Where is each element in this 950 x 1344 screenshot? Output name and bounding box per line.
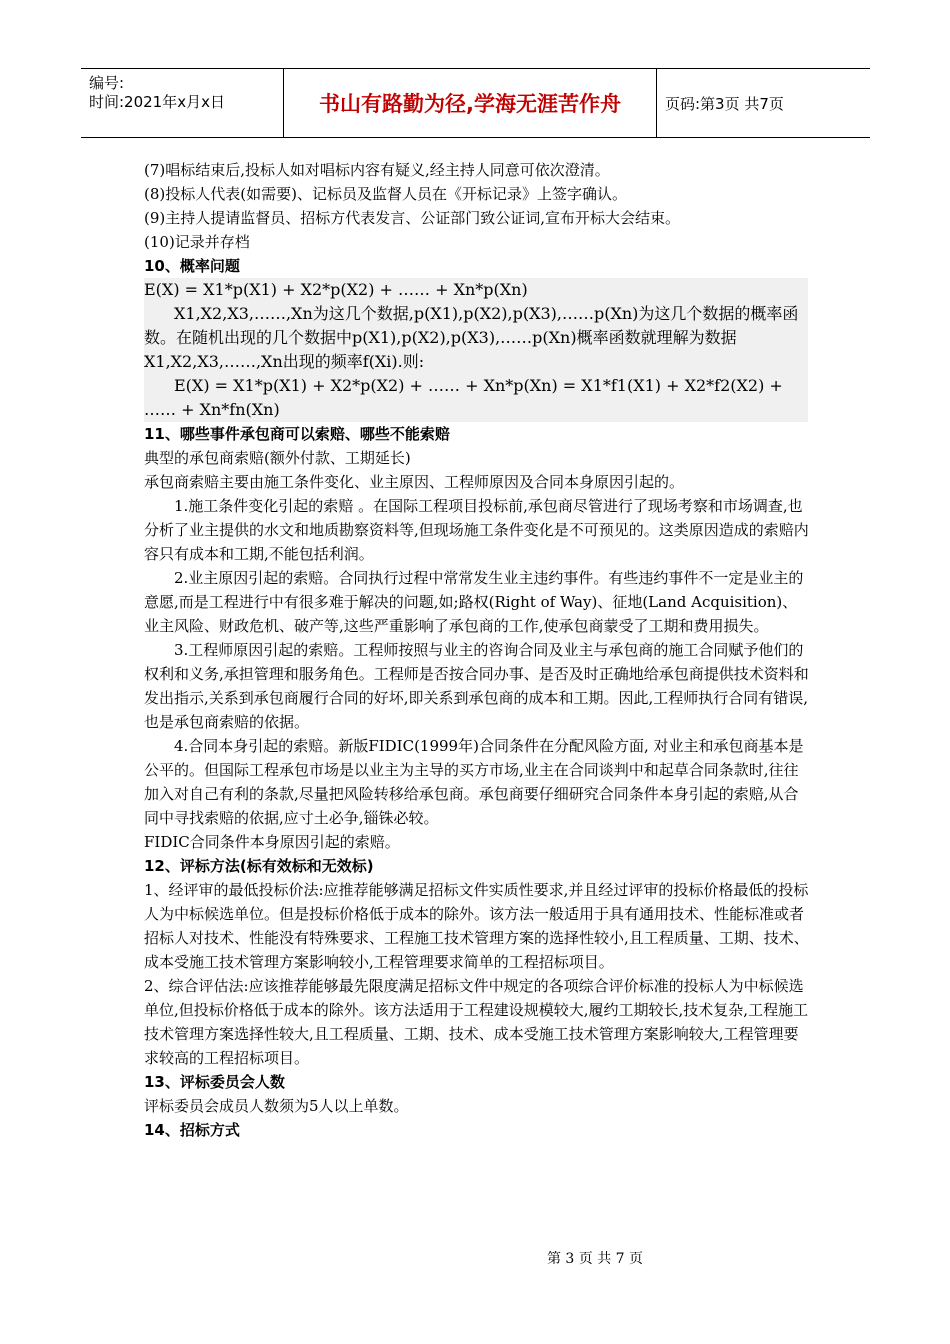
header-page-cell <box>657 69 870 137</box>
formula-paragraph: X1,X2,X3,……,Xn为这几个数据,p(X1),p(X2),p(X3),……p(Xn)为这几个数据的概率函数。在随机出现的几个数据中p(X1),p(X2),p(X3),……p(Xn)概率函数就理解为数据X1,X2,X3,……,Xn出现的频率f(Xi).则: <box>144 304 799 371</box>
section-heading: 13、评标委员会人数 <box>144 1073 285 1091</box>
time-label: 时间:2021年x月x日 <box>89 93 225 111</box>
paragraph: (10)记录并存档 <box>144 233 250 251</box>
paragraph: (7)唱标结束后,投标人如对唱标内容有疑义,经主持人同意可依次澄清。 <box>144 161 610 179</box>
motto: 书山有路勤为径,学海无涯苦作舟 <box>319 92 621 116</box>
header-motto-cell <box>284 69 657 137</box>
number-label: 编号: <box>89 74 125 92</box>
paragraph: 3.工程师原因引起的索赔。工程师按照与业主的咨询合同及业主与承包商的施工合同赋予他们的权利和义务,承担管理和服务角色。工程师是否按合同办事、是否及时正确地给承包商提供技术资料和发出指示,关系到承包商履行合同的好坏,即关系到承包商的成本和工期。因此,工程师执行合同有错误,也是承包商索赔的依据。 <box>144 641 809 731</box>
paragraph: 4.合同本身引起的索赔。新版FIDIC(1999年)合同条件在分配风险方面, 对业主和承包商基本是公平的。但国际工程承包市场是以业主为主导的买方市场,业主在合同谈判中和起草合同条款时,往往加入对自己有利的条款,尽量把风险转移给承包商。承包商要仔细研究合同条件本身引起的索赔,从合同中寻找索赔的依据,应寸土必争,锱铢必较。 <box>144 737 804 827</box>
formula-line: E(X) = X1*p(X1) + X2*p(X2) + …… + Xn*p(Xn) <box>144 280 528 299</box>
paragraph: FIDIC合同条件本身原因引起的索赔。 <box>144 833 400 851</box>
section-heading: 10、概率问题 <box>144 257 240 275</box>
section-heading: 11、哪些事件承包商可以索赔、哪些不能索赔 <box>144 425 450 443</box>
paragraph: (8)投标人代表(如需要)、记标员及监督人员在《开标记录》上签字确认。 <box>144 185 627 203</box>
page-footer <box>0 1248 950 1268</box>
page-header <box>81 68 870 138</box>
section-heading: 14、招标方式 <box>144 1121 240 1139</box>
paragraph: (9)主持人提请监督员、招标方代表发言、公证部门致公证词,宣布开标大会结束。 <box>144 209 681 227</box>
paragraph: 2.业主原因引起的索赔。合同执行过程中常常发生业主违约事件。有些违约事件不一定是业主的意愿,而是工程进行中有很多难于解决的问题,如;路权(Right of Way)、征地(Land Acquisition)、业主风险、财政危机、破产等,这些严重影响了承包商的工作,使承包商蒙受了工期和费用损失。 <box>144 569 804 635</box>
document-body <box>144 158 809 1142</box>
paragraph: 典型的承包商索赔(额外付款、工期延长) <box>144 449 411 467</box>
paragraph: 1、经评审的最低投标价法:应推荐能够满足招标文件实质性要求,并且经过评审的投标价格最低的投标人为中标候选单位。但是投标价格低于成本的除外。该方法一般适用于具有通用技术、性能标准或者招标人对技术、性能没有特殊要求、工程施工技术管理方案的选择性较小,且工程质量、工期、技术、成本受施工技术管理方案影响较小,工程管理要求简单的工程招标项目。 <box>144 881 809 971</box>
section-heading: 12、评标方法(标有效标和无效标) <box>144 857 374 875</box>
paragraph: 1.施工条件变化引起的索赔 。在国际工程项目投标前,承包商尽管进行了现场考察和市场调查,也分析了业主提供的水文和地质勘察资料等,但现场施工条件变化是不可预见的。这类原因造成的索赔内容只有成本和工期,不能包括利润。 <box>144 497 809 563</box>
formula-line: E(X) = X1*p(X1) + X2*p(X2) + …… + Xn*p(Xn) = X1*f1(X1) + X2*f2(X2) + …… + Xn*fn(Xn) <box>144 376 783 419</box>
header-meta <box>81 69 284 137</box>
paragraph: 承包商索赔主要由施工条件变化、业主原因、工程师原因及合同本身原因引起的。 <box>144 473 685 491</box>
paragraph: 评标委员会成员人数须为5人以上单数。 <box>144 1097 409 1115</box>
page-label: 页码:第3页 共7页 <box>665 94 784 113</box>
formula-block <box>144 278 808 422</box>
footer-page-number: 第 3 页 共 7 页 <box>546 1251 644 1267</box>
paragraph: 2、综合评估法:应该推荐能够最先限度满足招标文件中规定的各项综合评价标准的投标人为中标候选单位,但投标价格低于成本的除外。该方法适用于工程建设规模较大,履约工期较长,技术复杂,工程施工技术管理方案选择性较大,且工程质量、工期、技术、成本受施工技术管理方案影响较大,工程管理要求较高的工程招标项目。 <box>144 977 809 1067</box>
